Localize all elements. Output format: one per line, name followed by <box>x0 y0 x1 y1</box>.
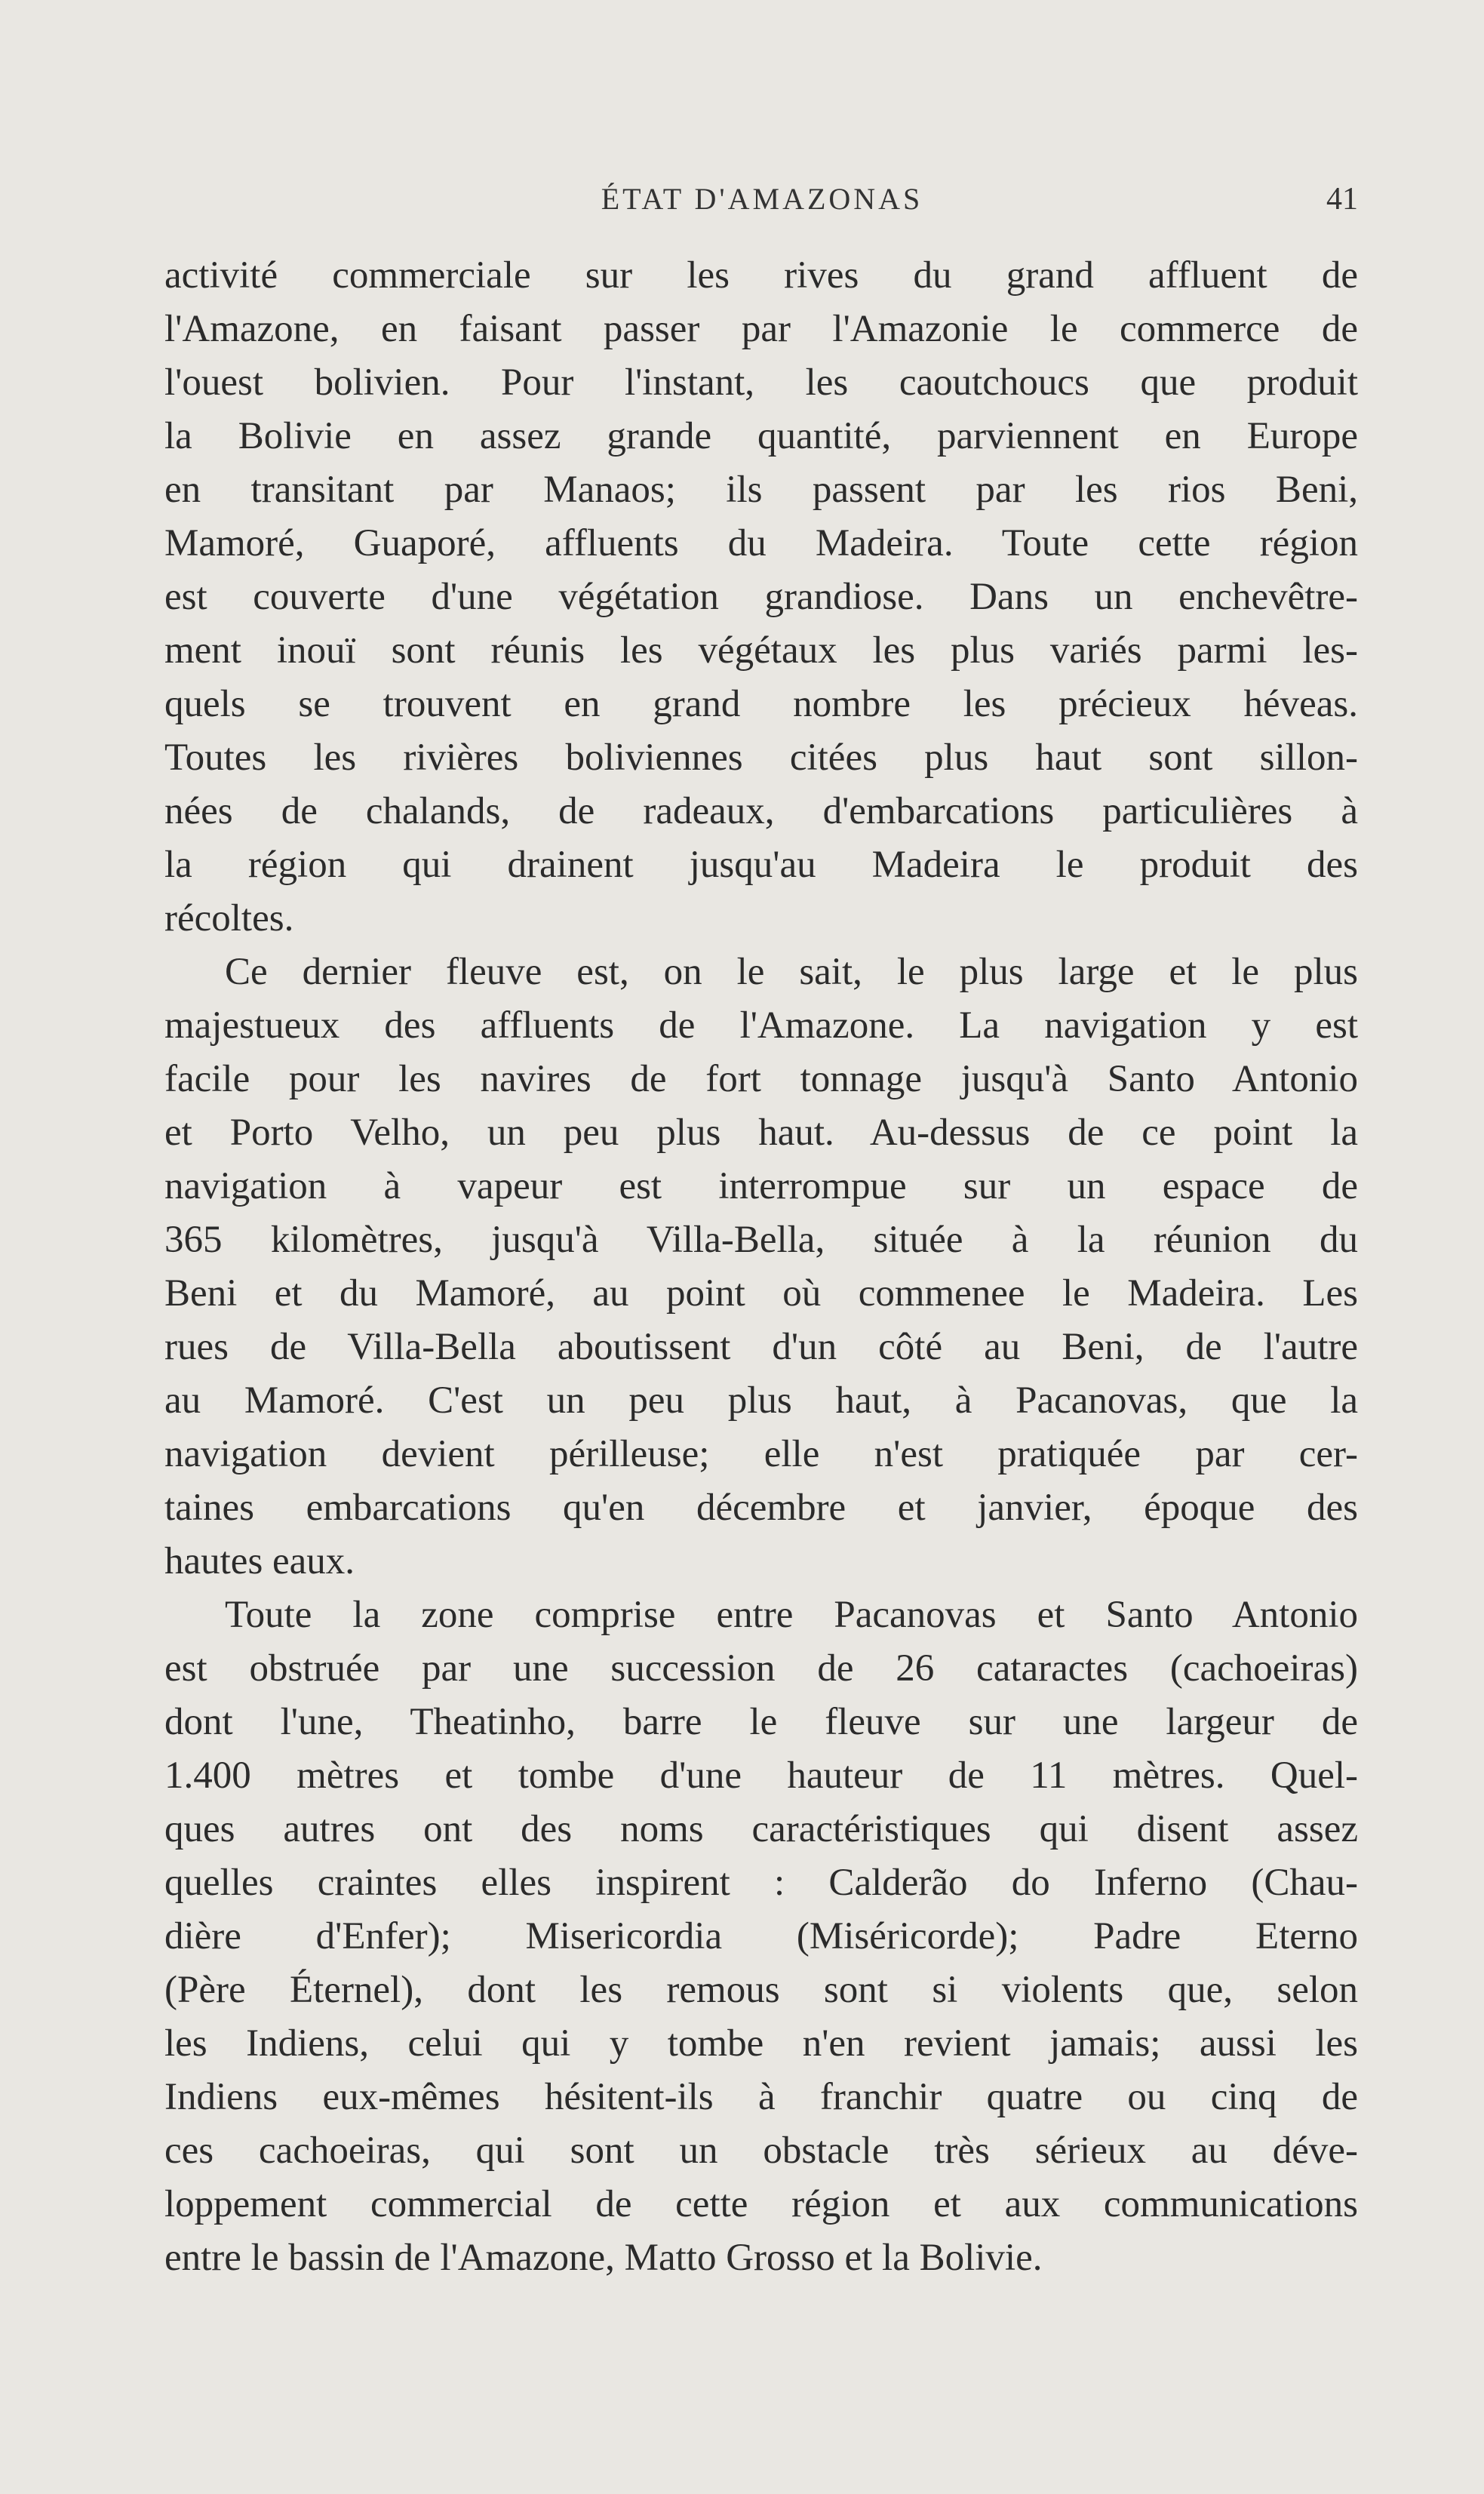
text-line: (Père Éternel), dont les remous sont si violents que, selon <box>164 1969 1358 2011</box>
text-line: 365 kilomètres, jusqu'à Villa-Bella, située à la réunion du <box>164 1219 1358 1261</box>
text-line: Toute la zone comprise entre Pacanovas et Santo Antonio <box>225 1594 1358 1636</box>
text-line: est couverte d'une végétation grandiose. Dans un enchevêtre- <box>164 576 1358 618</box>
page-number: 41 <box>1326 182 1358 217</box>
text-line: ques autres ont des noms caractéristiques qui disent assez <box>164 1808 1358 1850</box>
text-line: navigation à vapeur est interrompue sur un espace de <box>164 1165 1358 1207</box>
running-title: ÉTAT D'AMAZONAS <box>601 182 923 216</box>
text-line: et Porto Velho, un peu plus haut. Au-dessus de ce point la <box>164 1112 1358 1154</box>
text-line: ces cachoeiras, qui sont un obstacle très sérieux au déve- <box>164 2130 1358 2172</box>
text-line: majestueux des affluents de l'Amazone. La navigation y est <box>164 1004 1358 1047</box>
text-line: l'Amazone, en faisant passer par l'Amazonie le commerce de <box>164 308 1358 350</box>
text-line: loppement commercial de cette région et aux communications <box>164 2183 1358 2225</box>
text-line: rues de Villa-Bella aboutissent d'un côté au Beni, de l'autre <box>164 1326 1358 1368</box>
paragraph <box>164 249 1358 946</box>
paragraph <box>164 1588 1358 2285</box>
text-line: activité commerciale sur les rives du grand affluent de <box>164 254 1358 297</box>
text-line: les Indiens, celui qui y tombe n'en revient jamais; aussi les <box>164 2022 1358 2065</box>
text-line: dont l'une, Theatinho, barre le fleuve sur une largeur de <box>164 1701 1358 1743</box>
text-line: facile pour les navires de fort tonnage jusqu'à Santo Antonio <box>164 1058 1358 1100</box>
text-line: dière d'Enfer); Misericordia (Miséricorde); Padre Eterno <box>164 1915 1358 1957</box>
text-line: hautes eaux. <box>164 1540 355 1582</box>
page-header <box>166 181 1358 226</box>
text-line: récoltes. <box>164 897 294 939</box>
text-line: Mamoré, Guaporé, affluents du Madeira. Toute cette région <box>164 522 1358 564</box>
text-line: la Bolivie en assez grande quantité, parviennent en Europe <box>164 415 1358 457</box>
paragraph <box>164 946 1358 1588</box>
text-line: Toutes les rivières boliviennes citées plus haut sont sillon- <box>164 737 1358 779</box>
text-line: ment inouï sont réunis les végétaux les plus variés parmi les- <box>164 629 1358 672</box>
text-line: Indiens eux-mêmes hésitent-ils à franchir quatre ou cinq de <box>164 2076 1358 2118</box>
body-text <box>164 249 1358 2285</box>
text-line: taines embarcations qu'en décembre et janvier, époque des <box>164 1487 1358 1529</box>
text-line: au Mamoré. C'est un peu plus haut, à Pacanovas, que la <box>164 1379 1358 1422</box>
text-line: nées de chalands, de radeaux, d'embarcations particulières à <box>164 790 1358 832</box>
text-line: entre le bassin de l'Amazone, Matto Grosso et la Bolivie. <box>164 2237 1043 2279</box>
text-line: Ce dernier fleuve est, on le sait, le plus large et le plus <box>225 951 1358 993</box>
text-line: la région qui drainent jusqu'au Madeira le produit des <box>164 844 1358 886</box>
text-line: quels se trouvent en grand nombre les précieux héveas. <box>164 683 1358 725</box>
text-line: navigation devient périlleuse; elle n'est pratiquée par cer- <box>164 1433 1358 1475</box>
text-line: quelles craintes elles inspirent : Calderão do Inferno (Chau- <box>164 1862 1358 1904</box>
text-line: l'ouest bolivien. Pour l'instant, les caoutchoucs que produit <box>164 361 1358 404</box>
text-line: Beni et du Mamoré, au point où commenee le Madeira. Les <box>164 1272 1358 1315</box>
text-line: est obstruée par une succession de 26 cataractes (cachoeiras) <box>164 1647 1358 1690</box>
text-line: en transitant par Manaos; ils passent par les rios Beni, <box>164 469 1358 511</box>
text-line: 1.400 mètres et tombe d'une hauteur de 11 mètres. Quel- <box>164 1754 1358 1797</box>
